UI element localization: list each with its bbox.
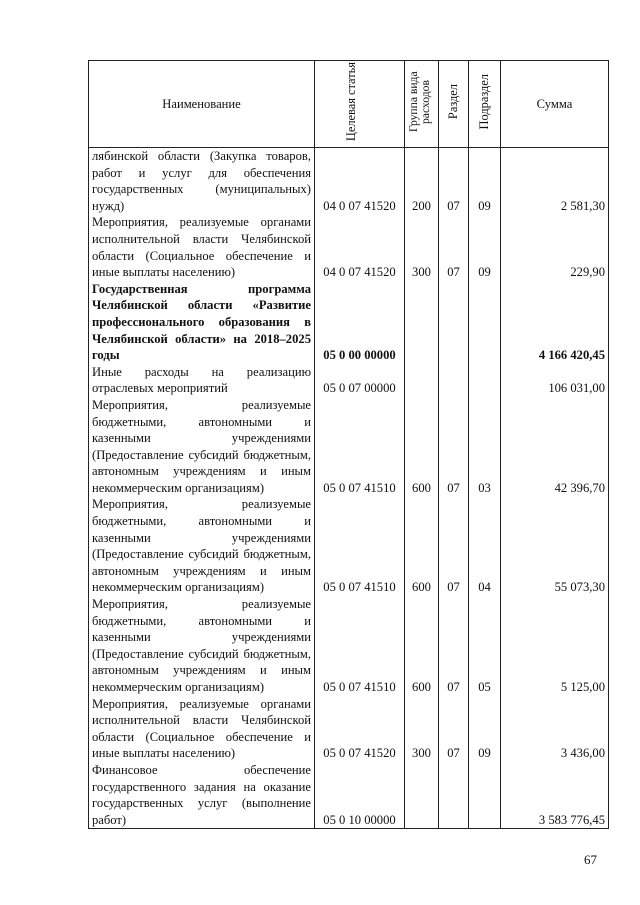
cell-section: 07: [439, 496, 469, 596]
header-amount-text: Сумма: [536, 96, 573, 111]
table-row: [89, 364, 609, 397]
header-expense-group: [405, 61, 439, 148]
cell-target-article: 05 0 07 41510: [315, 496, 405, 596]
cell-section: [439, 364, 469, 397]
cell-section: 07: [439, 214, 469, 280]
cell-name: Иные расходы на реализацию отраслевых мероприятий: [89, 364, 315, 397]
cell-name: Государственная программа Челябинской области «Развитие профессионального образования в Челябинской области» на 2018–2025 годы: [89, 281, 315, 364]
table-row: [89, 397, 609, 497]
header-expense-group-text: Группа вида расходов: [406, 71, 432, 133]
header-target-article: [315, 61, 405, 148]
table-row: [89, 696, 609, 762]
cell-name: Мероприятия, реализуемые бюджетными, автономными и казенными учреждениями (Предоставление субсидий бюджетным, автономным учреждениям и иным некоммерческим организациям): [89, 397, 315, 497]
cell-expense-group: 300: [405, 214, 439, 280]
header-target-article-text: Целевая статья: [343, 62, 358, 142]
cell-subsection: [469, 281, 501, 364]
cell-amount: 3 436,00: [501, 696, 609, 762]
cell-amount: 5 125,00: [501, 596, 609, 696]
cell-section: [439, 762, 469, 829]
cell-name: Мероприятия, реализуемые бюджетными, автономными и казенными учреждениями (Предоставление субсидий бюджетным, автономным учреждениям и иным некоммерческим организациям): [89, 496, 315, 596]
cell-expense-group: [405, 364, 439, 397]
header-name-text: Наименование: [162, 96, 241, 111]
cell-name: Мероприятия, реализуемые бюджетными, автономными и казенными учреждениями (Предоставление субсидий бюджетным, автономным учреждениям и иным некоммерческим организациям): [89, 596, 315, 696]
cell-expense-group: 600: [405, 397, 439, 497]
cell-amount: 55 073,30: [501, 496, 609, 596]
cell-expense-group: 600: [405, 496, 439, 596]
table-row: [89, 281, 609, 364]
cell-target-article: 05 0 07 00000: [315, 364, 405, 397]
cell-amount: 42 396,70: [501, 397, 609, 497]
table-row: [89, 148, 609, 215]
cell-section: 07: [439, 696, 469, 762]
table-row: [89, 214, 609, 280]
cell-name: Мероприятия, реализуемые органами исполнительной власти Челябинской области (Социальное обеспечение и иные выплаты населению): [89, 696, 315, 762]
cell-target-article: 04 0 07 41520: [315, 214, 405, 280]
table-row: [89, 762, 609, 829]
cell-expense-group: 200: [405, 148, 439, 215]
cell-expense-group: [405, 281, 439, 364]
cell-name: Финансовое обеспечение государственного задания на оказание государственных услуг (выполнение работ): [89, 762, 315, 829]
cell-name: Мероприятия, реализуемые органами исполнительной власти Челябинской области (Социальное обеспечение и иные выплаты населению): [89, 214, 315, 280]
cell-section: 07: [439, 397, 469, 497]
cell-target-article: 05 0 07 41510: [315, 397, 405, 497]
cell-section: [439, 281, 469, 364]
table-row: [89, 596, 609, 696]
header-subsection: [469, 61, 501, 148]
cell-subsection: 09: [469, 696, 501, 762]
cell-name: лябинской области (Закупка товаров, работ и услуг для обеспечения государственных (муниципальных) нужд): [89, 148, 315, 215]
cell-subsection: [469, 762, 501, 829]
cell-target-article: 05 0 00 00000: [315, 281, 405, 364]
cell-target-article: 05 0 10 00000: [315, 762, 405, 829]
cell-amount: 2 581,30: [501, 148, 609, 215]
table-header-row: [89, 61, 609, 148]
header-section-text: Раздел: [445, 84, 460, 120]
cell-expense-group: [405, 762, 439, 829]
table-row: [89, 496, 609, 596]
cell-expense-group: 300: [405, 696, 439, 762]
cell-amount: 4 166 420,45: [501, 281, 609, 364]
cell-subsection: 03: [469, 397, 501, 497]
cell-amount: 229,90: [501, 214, 609, 280]
cell-target-article: 05 0 07 41510: [315, 596, 405, 696]
cell-target-article: 05 0 07 41520: [315, 696, 405, 762]
budget-table: [88, 60, 609, 829]
page-number: 67: [584, 852, 597, 867]
header-section: [439, 61, 469, 148]
cell-subsection: [469, 364, 501, 397]
cell-subsection: 09: [469, 148, 501, 215]
cell-section: 07: [439, 148, 469, 215]
cell-subsection: 05: [469, 596, 501, 696]
cell-amount: 106 031,00: [501, 364, 609, 397]
cell-subsection: 04: [469, 496, 501, 596]
cell-expense-group: 600: [405, 596, 439, 696]
cell-subsection: 09: [469, 214, 501, 280]
cell-amount: 3 583 776,45: [501, 762, 609, 829]
cell-target-article: 04 0 07 41520: [315, 148, 405, 215]
header-subsection-text: Подраздел: [476, 74, 491, 130]
header-name: [89, 61, 315, 148]
table-body: [89, 148, 609, 829]
cell-section: 07: [439, 596, 469, 696]
header-amount: [501, 61, 609, 148]
